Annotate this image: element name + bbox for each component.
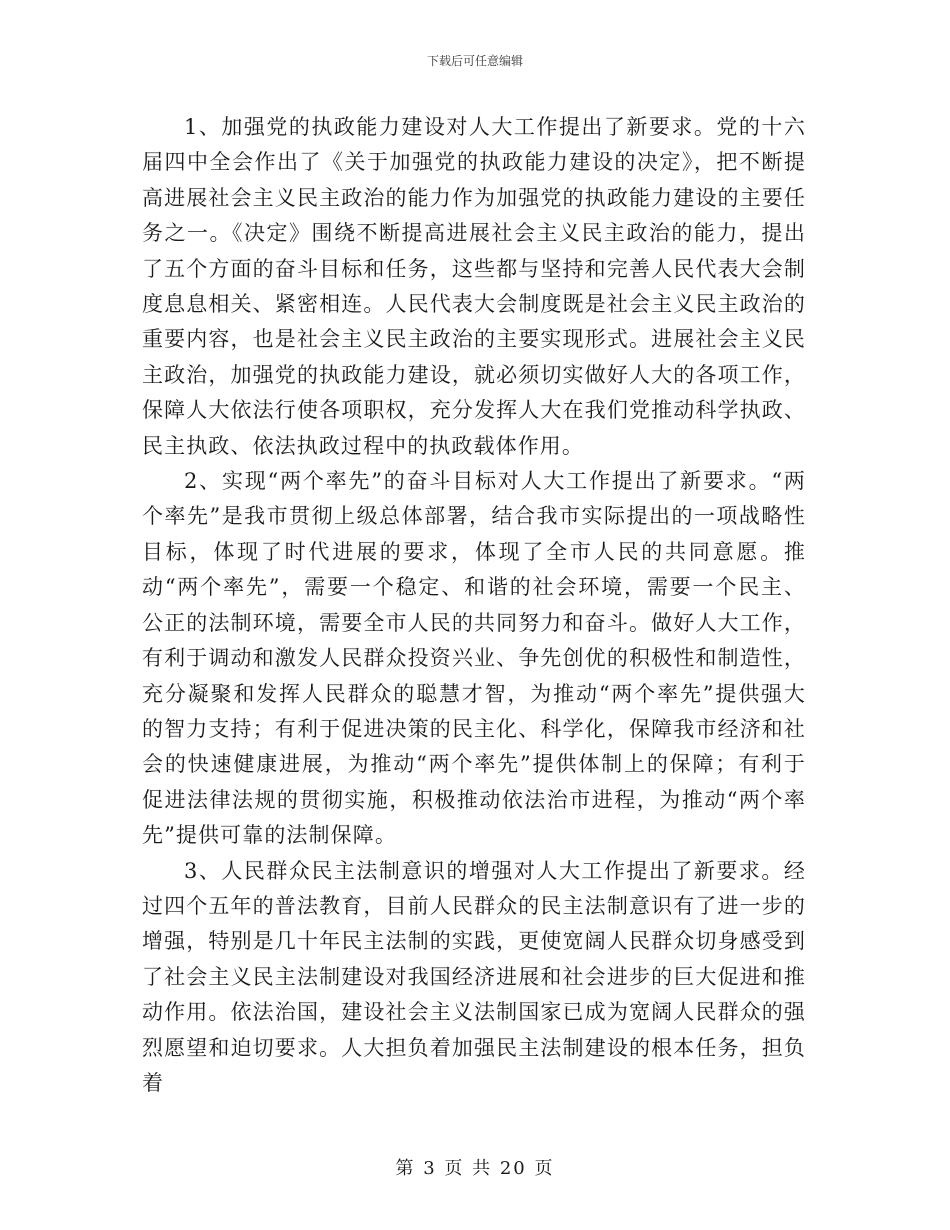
page-header-note: 下载后可任意编辑 bbox=[426, 54, 523, 68]
document-body bbox=[142, 110, 806, 1101]
paragraph-1: 1、加强党的执政能力建设对人大工作提出了新要求。党的十六届四中全会作出了《关于加强党的执政能力建设的决定》，把不断提高进展社会主义民主政治的能力作为加强党的执政能力建设的主要任务之一。《决定》围绕不断提高进展社会主义民主政治的能力，提出了五个方面的奋斗目标和任务，这些都与坚持和完善人民代表大会制度息息相关、紧密相连。人民代表大会制度既是社会主义民主政治的重要内容，也是社会主义民主政治的主要实现形式。进展社会主义民主政治，加强党的执政能力建设，就必须切实做好人大的各项工作，保障人大依法行使各项职权，充分发挥人大在我们党推动科学执政、民主执政、依法执政过程中的执政载体作用。 bbox=[142, 115, 806, 458]
page-number-footer: 第 3 页 共 20 页 bbox=[395, 1158, 555, 1179]
paragraph-3: 3、人民群众民主法制意识的增强对人大工作提出了新要求。经过四个五年的普法教育，目前人民群众的民主法制意识有了进一步的增强，特别是几十年民主法制的实践，更使宽阔人民群众切身感受到了社会主义民主法制建设对我国经济进展和社会进步的巨大促进和推动作用。依法治国，建设社会主义法制国家已成为宽阔人民群众的强烈愿望和迫切要求。人大担负着加强民主法制建设的根本任务，担负着 bbox=[142, 858, 806, 1095]
paragraph-2: 2、实现“两个率先”的奋斗目标对人大工作提出了新要求。“两个率先”是我市贯彻上级总体部署，结合我市实际提出的一项战略性目标，体现了时代进展的要求，体现了全市人民的共同意愿。推动“两个率先”，需要一个稳定、和谐的社会环境，需要一个民主、公正的法制环境，需要全市人民的共同努力和奋斗。做好人大工作，有利于调动和激发人民群众投资兴业、争先创优的积极性和制造性，充分凝聚和发挥人民群众的聪慧才智，为推动“两个率先”提供强大的智力支持；有利于促进决策的民主化、科学化，保障我市经济和社会的快速健康进展，为推动“两个率先”提供体制上的保障；有利于促进法律法规的贯彻实施，积极推动依法治市进程，为推动“两个率先”提供可靠的法制保障。 bbox=[142, 469, 806, 848]
